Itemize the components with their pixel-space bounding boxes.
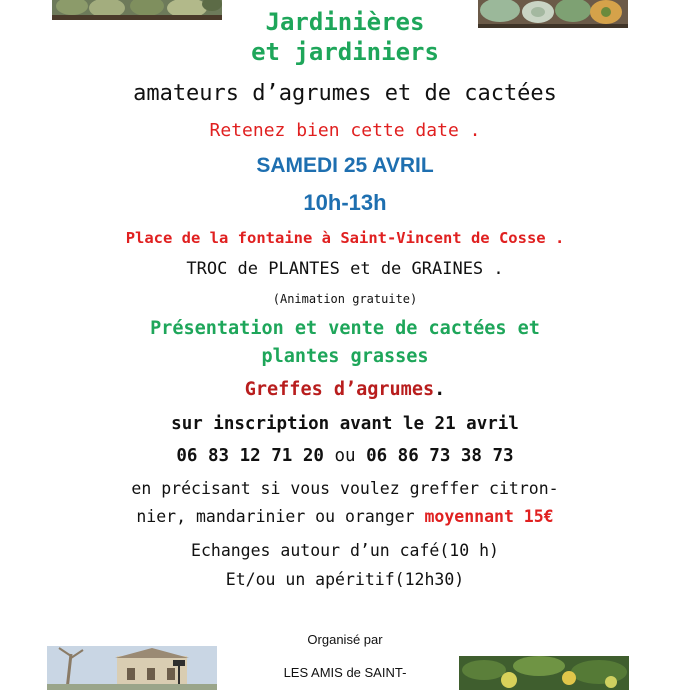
greffes-text: Greffes d’agrumes bbox=[244, 379, 435, 400]
title-line-2: et jardiniers bbox=[251, 38, 439, 66]
presentation-line-2: plantes grasses bbox=[261, 346, 429, 367]
citrus-photo-bottom-right bbox=[459, 656, 629, 690]
animation-note: (Animation gratuite) bbox=[272, 292, 418, 306]
price-text: moyennant 15€ bbox=[424, 507, 554, 526]
phone-line bbox=[0, 444, 690, 468]
detail-line-2 bbox=[0, 506, 690, 528]
phone-number-2[interactable]: 06 86 73 38 73 bbox=[366, 446, 514, 466]
aperitif-text: Et/ou un apéritif(12h30) bbox=[225, 570, 465, 589]
event-time: 10h-13h bbox=[303, 190, 387, 215]
cafe-text: Echanges autour d’un café(10 h) bbox=[191, 541, 499, 560]
troc-text: TROC de PLANTES et de GRAINES . bbox=[186, 259, 504, 279]
subtitle: amateurs d’agrumes et de cactées bbox=[133, 81, 557, 106]
event-place: Place de la fontaine à Saint-Vincent de Cosse . bbox=[125, 229, 565, 247]
greffes-dot: . bbox=[434, 379, 446, 400]
detail-line-1: en précisant si vous voulez greffer citron- bbox=[131, 479, 559, 498]
event-date: SAMEDI 25 AVRIL bbox=[256, 154, 434, 177]
organizer-name: LES AMIS de SAINT- bbox=[283, 665, 407, 680]
phone-or: ou bbox=[334, 446, 356, 466]
phone-number-1[interactable]: 06 83 12 71 20 bbox=[176, 446, 324, 466]
inscription-text: sur inscription avant le 21 avril bbox=[171, 414, 519, 434]
title-line-1: Jardinières bbox=[265, 8, 425, 36]
village-photo-bottom-left bbox=[47, 646, 217, 690]
presentation-line-1: Présentation et vente de cactées et bbox=[150, 318, 540, 339]
greffes-line bbox=[0, 378, 690, 402]
detail-text: nier, mandarinier ou oranger bbox=[136, 507, 415, 526]
organise-par: Organisé par bbox=[307, 632, 383, 647]
date-reminder: Retenez bien cette date . bbox=[209, 120, 481, 141]
